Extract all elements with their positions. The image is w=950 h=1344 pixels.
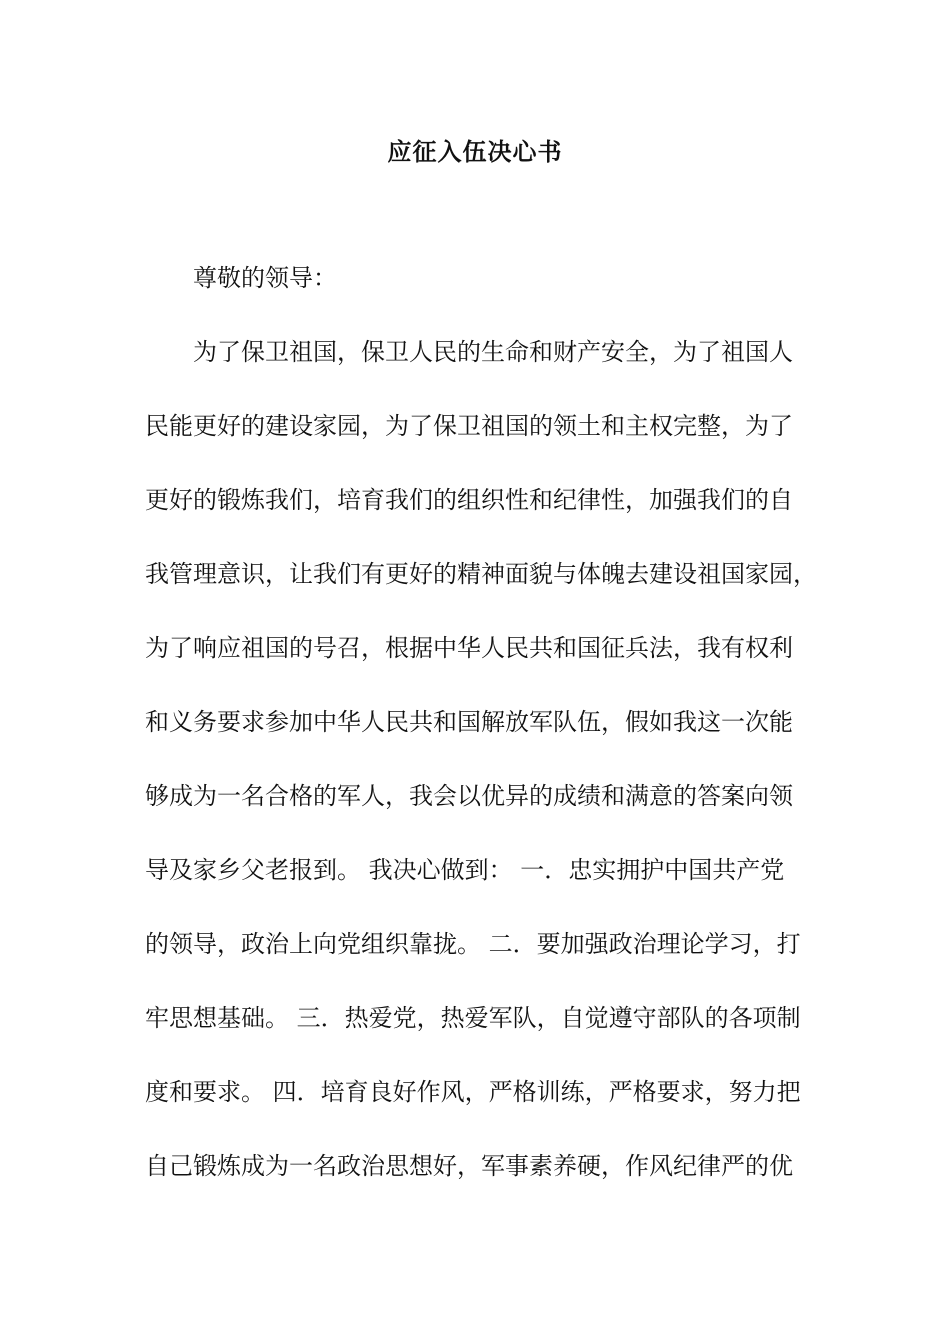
document-title: 应征入伍决心书 [387, 137, 563, 166]
salutation: 尊敬的领导： [193, 264, 337, 292]
body-line: 自己锻炼成为一名政治思想好，军事素养硬，作风纪律严的优 [145, 1152, 793, 1180]
body-line: 度和要求。 四．培育良好作风，严格训练，严格要求，努力把 [145, 1078, 801, 1106]
body-line: 为了响应祖国的号召，根据中华人民共和国征兵法，我有权利 [145, 634, 793, 662]
body-line: 导及家乡父老报到。 我决心做到： 一．忠实拥护中国共产党 [145, 856, 785, 884]
body-line: 牢思想基础。 三．热爱党，热爱军队，自觉遵守部队的各项制 [145, 1004, 801, 1032]
body-line: 够成为一名合格的军人，我会以优异的成绩和满意的答案向领 [145, 782, 793, 810]
body-line: 更好的锻炼我们，培育我们的组织性和纪律性，加强我们的自 [145, 486, 793, 514]
body-line: 的领导，政治上向党组织靠拢。 二．要加强政治理论学习，打 [145, 930, 801, 958]
body-line: 民能更好的建设家园，为了保卫祖国的领土和主权完整，为了 [145, 412, 793, 440]
body-line: 我管理意识，让我们有更好的精神面貌与体魄去建设祖国家园， [145, 560, 817, 588]
body-line: 为了保卫祖国，保卫人民的生命和财产安全，为了祖国人 [193, 338, 793, 366]
body-line: 和义务要求参加中华人民共和国解放军队伍，假如我这一次能 [145, 708, 793, 736]
